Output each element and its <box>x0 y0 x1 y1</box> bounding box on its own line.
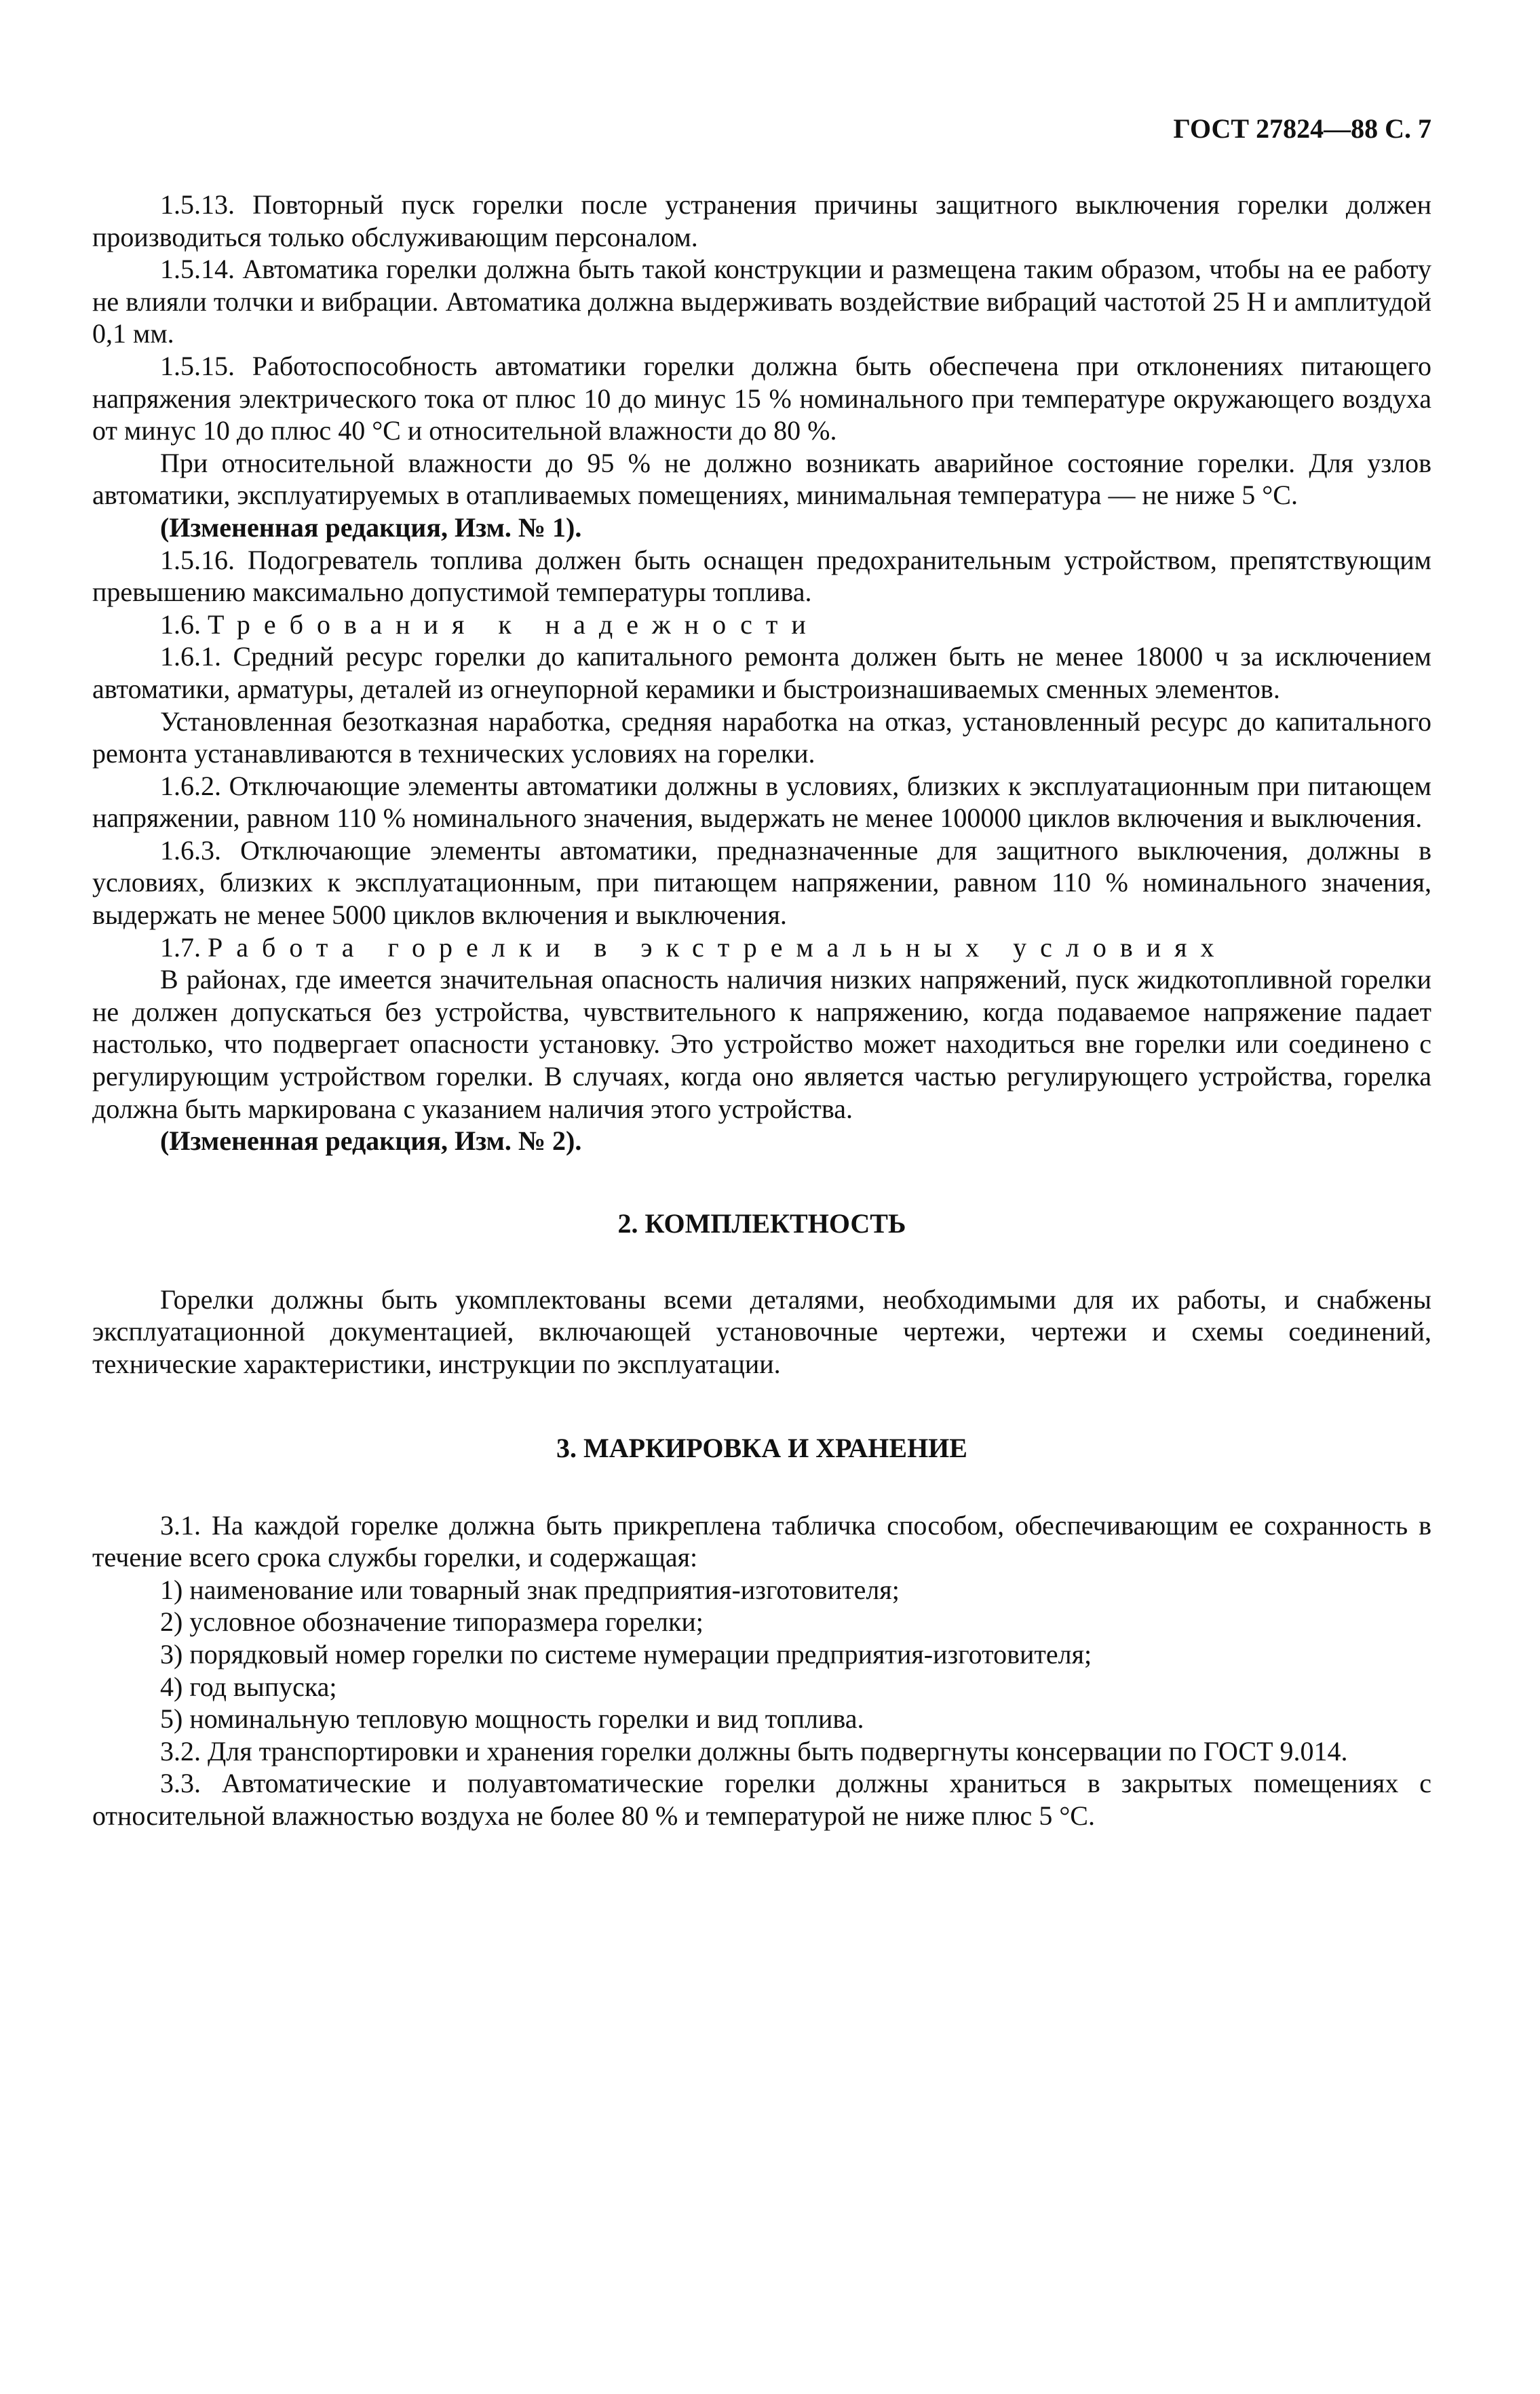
standard-page-reference: ГОСТ 27824—88 С. 7 <box>1173 113 1431 144</box>
subsection-title: Требования к надежности <box>208 609 820 640</box>
paragraph-1-5-14: 1.5.14. Автоматика горелки должна быть такой конструкции и размещена таким образом, чтобы на ее работу не влияли толчки и вибрации. Автоматика должна выдерживать воздействие вибраций частотой 25 Н и амплитудой 0,1 мм. <box>92 254 1431 349</box>
spacer <box>92 1240 1431 1283</box>
subsection-title: Работа горелки в экстремальных условиях <box>208 931 1228 963</box>
paragraph-1-6-3: 1.6.3. Отключающие элементы автоматики, предназначенные для защитного выключения, должны в условиях, близких к эксплуатационным, при питающем напряжении, равном 110 % номинального значения, выдержать не менее 5000 циклов включения и выключения. <box>92 834 1431 931</box>
spacer <box>92 1381 1431 1432</box>
paragraph-1-5-13: 1.5.13. Повторный пуск горелки после устранения причины защитного выключения горелки должен производиться только обслуживающим персоналом. <box>92 189 1431 252</box>
section-title-2: 2. КОМПЛЕКТНОСТЬ <box>617 1208 906 1239</box>
subsection-heading-1-6 <box>92 609 1431 641</box>
paragraph-3-2: 3.2. Для транспортировки и хранения горелки должны быть подвергнуты консервации по ГОСТ 9.014. <box>160 1735 1348 1766</box>
paragraph-humidity: При относительной влажности до 95 % не должно возникать аварийное состояние горелки. Для узлов автоматики, эксплуатируемых в отапливаемых помещениях, минимальная температура — не ниже 5 °C. <box>92 447 1431 511</box>
subsection-heading-1-7 <box>92 931 1431 964</box>
document-page <box>92 109 1431 1832</box>
spacer <box>92 1465 1431 1509</box>
spacer <box>92 1157 1431 1208</box>
edition-note: (Измененная редакция, Изм. № 2). <box>160 1125 582 1157</box>
plate-contents-list <box>92 1574 1431 1735</box>
paragraph-1-6-2: 1.6.2. Отключающие элементы автоматики должны в условиях, близких к эксплуатационным при питающем напряжении, равном 110 % номинального значения, выдержать не менее 100000 циклов включения и выключения. <box>92 770 1431 834</box>
list-item: 3) порядковый номер горелки по системе нумерации предприятия-изготовителя; <box>160 1638 1092 1669</box>
paragraph-3-1: 3.1. На каждой горелке должна быть прикреплена табличка способом, обеспечивающим ее сохранность в течение всего срока службы горелки, и содержащая: <box>92 1509 1431 1573</box>
paragraph-reliability-terms: Установленная безотказная наработка, средняя наработка на отказ, установленный ресурс до капитального ремонта устанавливаются в технических условиях на горелки. <box>92 706 1431 769</box>
list-item: 2) условное обозначение типоразмера горелки; <box>160 1606 704 1638</box>
page-header <box>92 109 1431 149</box>
section-title-3: 3. МАРКИРОВКА И ХРАНЕНИЕ <box>556 1432 967 1463</box>
paragraph-1-7: В районах, где имеется значительная опасность наличия низких напряжений, пуск жидкотопливной горелки не должен допускаться без устройства, чувствительного к напряжению, когда подаваемое напряжение падает настолько, что подвергает опасности установку. Это устройство может находиться вне горелки или соединено с регулирующим устройством горелки. В случаях, когда оно является частью регулирующего устройства, горелка должна быть маркирована с указанием наличия этого устройства. <box>92 964 1431 1124</box>
list-item: 5) номинальную тепловую мощность горелки и вид топлива. <box>160 1703 864 1735</box>
paragraph-1-6-1: 1.6.1. Средний ресурс горелки до капитального ремонта должен быть не менее 18000 ч за исключением автоматики, арматуры, деталей из огнеупорной керамики и быстроизнашиваемых сменных элементов. <box>92 641 1431 704</box>
subsection-number: 1.7. <box>160 931 201 963</box>
paragraph-1-5-15: 1.5.15. Работоспособность автоматики горелки должна быть обеспечена при отклонениях питающего напряжения электрического тока от плюс 10 до минус 15 % номинального при температуре окружающего воздуха от минус 10 до плюс 40 °C и относительной влажности до 80 %. <box>92 350 1431 446</box>
subsection-number: 1.6. <box>160 609 201 640</box>
list-item: 4) год выпуска; <box>160 1671 337 1702</box>
paragraph-1-5-16: 1.5.16. Подогреватель топлива должен быть оснащен предохранительным устройством, препятствующим превышению максимально допустимой температуры топлива. <box>92 544 1431 608</box>
list-item: 1) наименование или товарный знак предприятия-изготовителя; <box>160 1574 900 1605</box>
paragraph-section-2: Горелки должны быть укомплектованы всеми деталями, необходимыми для их работы, и снабжены эксплуатационной документацией, включающей установочные чертежи, чертежи и схемы соединений, технические характеристики, инструкции по эксплуатации. <box>92 1283 1431 1379</box>
document-body <box>92 189 1431 1832</box>
paragraph-3-3: 3.3. Автоматические и полуавтоматические горелки должны храниться в закрытых помещениях с относительной влажностью воздуха не более 80 % и температурой не ниже плюс 5 °C. <box>92 1768 1431 1831</box>
edition-note: (Измененная редакция, Изм. № 1). <box>160 511 582 543</box>
